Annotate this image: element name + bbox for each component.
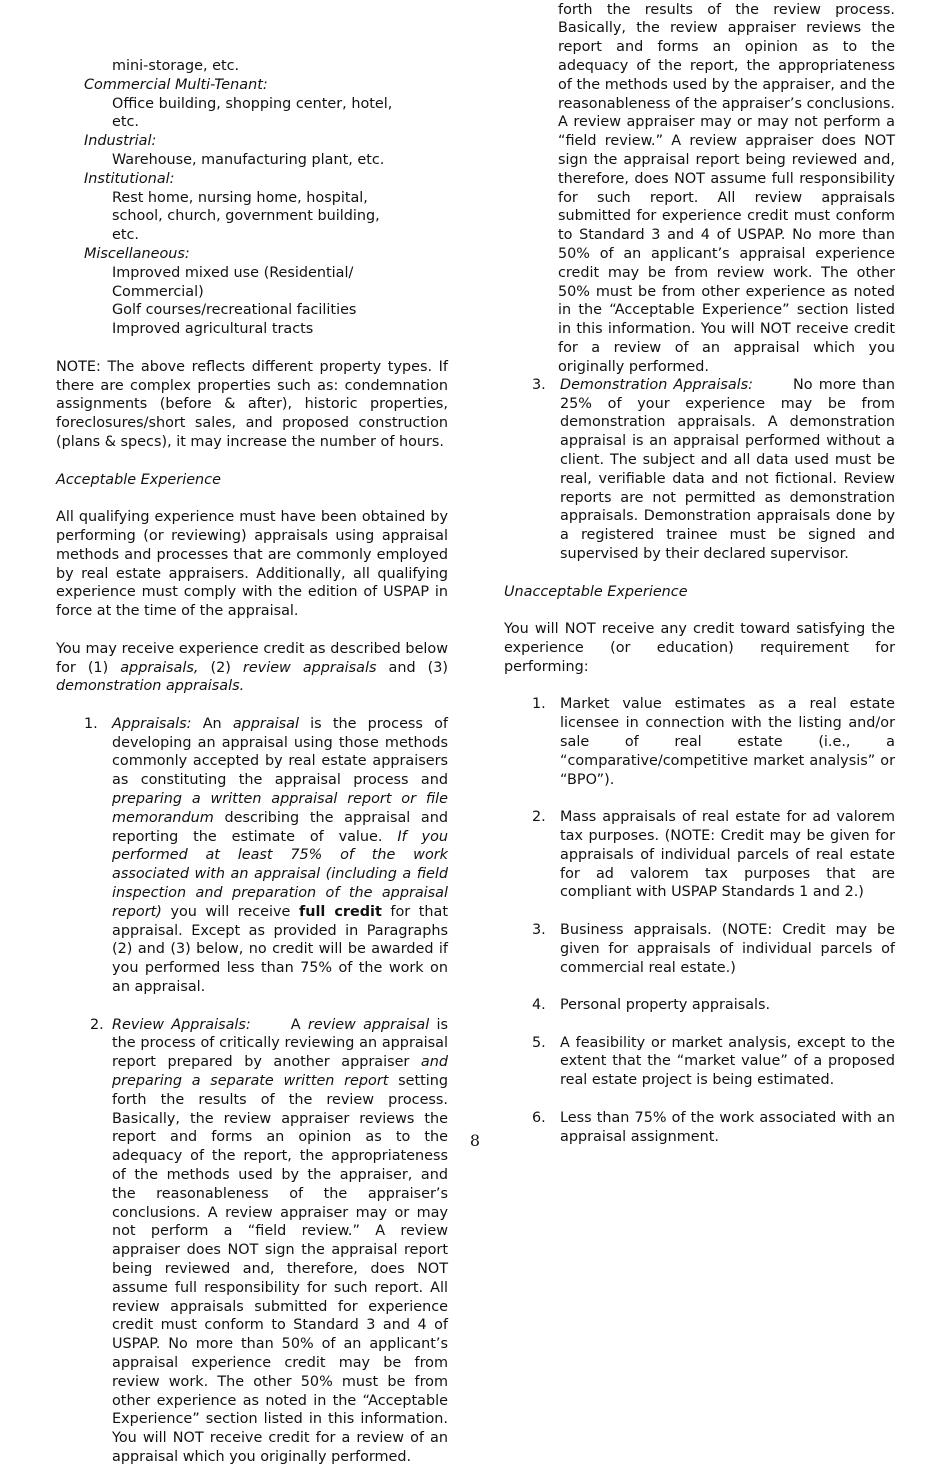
acceptable-experience-heading: Acceptable Experience [56, 471, 221, 488]
list-number: 2. [90, 1016, 104, 1033]
list-item-demonstration-appraisals: 3. Demonstration Appraisals: No more than 25% of your experience may be from demonstration appraisals. A demonstration appraisal is an appraisal performed without a client. The subject and all data used must be real, verifiable data and not fictional. Review reports are not permitted as demonstration appraisals. Demonstration appraisals done by a registered trainee must be signed and supervised by their declared supervisor. [532, 376, 895, 562]
right-column [504, 1, 895, 1146]
list-item-review-appraisals: 2. Review Appraisals: A review appraisal is the process of critically reviewing an appraisal report prepared by another appraiser and preparing a separate written report setting forth the results of the review process. Basically, the review appraiser reviews the report and forms an opinion as to the adequacy of the report, the appropriateness of the methods used by the appraiser, and the reasonableness of the appraiser’s conclusions. A review appraiser may or may not perform a “field review.” A review appraiser does NOT sign the appraisal report being reviewed and, therefore, does NOT assume full responsibility for such report. All review appraisals submitted for experience credit must conform to Standard 3 and 4 of USPAP. No more than 50% of an applicant’s appraisal experience credit may be from review work. The other 50% must be from other experience as noted in the “Acceptable Experience” section listed in this information. You will NOT receive credit for a review of an appraisal which you originally performed. [90, 1016, 449, 1465]
review-continuation-text: forth the results of the review process. Basically, the review appraiser reviews the report and forms an opinion as to the adequacy of the report, the appropriateness of the methods used by the appraiser, and the reasonableness of the appraiser’s conclusions. A review appraiser may or may not perform a “field review.” A review appraiser does NOT sign the appraisal report being reviewed and, therefore, does NOT assume full responsibility for such report. All review appraisals submitted for experience credit must conform to Standard 3 and 4 of USPAP. No more than 50% of an applicant’s appraisal experience credit may be from review work. The other 50% must be from other experience as noted in the “Acceptable Experience” section listed in this information. You will NOT receive credit for a review of an appraisal which you originally performed. [558, 1, 895, 375]
list-item: 4. Personal property appraisals. [532, 997, 771, 1014]
property-example: Warehouse, manufacturing plant, etc. [112, 151, 385, 168]
list-item: 5. A feasibility or market analysis, except to the extent that the “market value” of a proposed real estate project is being estimated. [532, 1034, 895, 1089]
property-example: Office building, shopping center, hotel, [112, 95, 393, 112]
credit-types-paragraph: You may receive experience credit as described below for (1) appraisals, (2) review appraisals and (3) demonstration appraisals. [56, 640, 448, 695]
list-number: 6. [532, 1109, 546, 1126]
property-type-list [56, 57, 448, 339]
property-category: Commercial Multi-Tenant: [84, 76, 268, 93]
property-example: Improved agricultural tracts [112, 321, 314, 338]
property-category: Institutional: [84, 170, 175, 187]
property-category: Miscellaneous: [84, 245, 190, 262]
list-number: 1. [532, 696, 546, 713]
acceptable-experience-list [56, 715, 449, 1465]
property-example: etc. [112, 114, 139, 131]
left-column [56, 57, 449, 1465]
unacceptable-experience-list [504, 695, 895, 1146]
property-example: Commercial) [112, 283, 204, 300]
property-example: Golf courses/recreational facilities [112, 302, 357, 319]
property-example: Rest home, nursing home, hospital, [112, 189, 368, 206]
list-number: 4. [532, 997, 546, 1014]
list-number: 1. [84, 715, 98, 732]
unacceptable-intro-paragraph: You will NOT receive any credit toward satisfying the experience (or education) requirement for performing: [504, 621, 895, 675]
list-item-appraisals: 1. Appraisals: An appraisal is the process of developing an appraisal using those methods commonly accepted by real estate appraisers as constituting the appraisal process and preparing a written appraisal report or file memorandum describing the appraisal and reporting the estimate of value. If you performed at least 75% of the work associated with an appraisal (including a field inspection and preparation of the appraisal report) you will receive full credit for that appraisal. Except as provided in Paragraphs (2) and (3) below, no credit will be awarded if you performed less than 75% of the work on an appraisal. [84, 715, 449, 996]
list-item: 1. Market value estimates as a real estate licensee in connection with the listing and/or sale of real estate (i.e., a “comparative/competitive market analysis” or “BPO”). [532, 696, 895, 788]
acceptable-intro-paragraph: All qualifying experience must have been obtained by performing (or reviewing) appraisals using appraisal methods and processes that are commonly employed by real estate appraisers. Additionally, all qualifying experience must comply with the edition of USPAP in force at the time of the appraisal. [56, 509, 448, 620]
property-example: etc. [112, 227, 139, 244]
review-continuation-viewport [558, 1, 895, 375]
unacceptable-experience-heading: Unacceptable Experience [504, 583, 688, 600]
list-item: 2. Mass appraisals of real estate for ad valorem tax purposes. (NOTE: Credit may be given for appraisals of individual parcels of real estate for ad valorem tax purposes that are compliant with USPAP Standards 1 and 2.) [532, 809, 895, 901]
property-example: Improved mixed use (Residential/ [112, 264, 354, 281]
property-example: school, church, government building, [112, 208, 380, 225]
list-number: 5. [532, 1034, 546, 1051]
list-number: 3. [532, 921, 546, 938]
list-item: 6. Less than 75% of the work associated with an appraisal assignment. [532, 1109, 895, 1145]
property-category: Industrial: [84, 133, 157, 150]
page-number: 8 [469, 1131, 481, 1150]
property-example: mini-storage, etc. [112, 58, 240, 74]
property-note: NOTE: The above reflects different property types. If there are complex properties such as: condemnation assignments (before & after), historic properties, foreclosures/short sales, and proposed construction (plans & specs), it may increase the number of hours. [56, 358, 448, 450]
list-number: 3. [532, 376, 546, 393]
list-item: 3. Business appraisals. (NOTE: Credit may be given for appraisals of individual parcels of commercial real estate.) [532, 921, 895, 976]
list-number: 2. [532, 809, 546, 826]
